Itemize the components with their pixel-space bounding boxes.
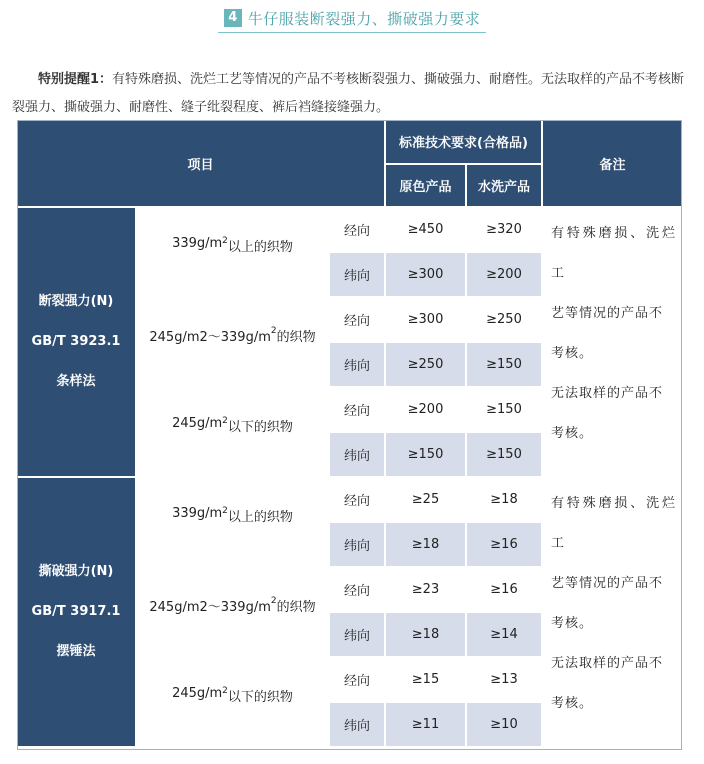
section-heading-inner bbox=[218, 8, 487, 33]
washed-value-cell: ≥320 bbox=[467, 208, 541, 251]
fabric-weight-suffix: 的织物 bbox=[276, 600, 316, 615]
direction-cell: 经向 bbox=[330, 658, 384, 701]
direction-cell: 纬向 bbox=[330, 253, 384, 296]
washed-value-cell: ≥150 bbox=[467, 388, 541, 431]
washed-value-cell: ≥200 bbox=[467, 253, 541, 296]
direction-cell: 纬向 bbox=[330, 433, 384, 476]
section-heading bbox=[0, 8, 704, 32]
remark-line: 考核。 bbox=[551, 346, 594, 361]
remark-text bbox=[551, 374, 663, 454]
fabric-weight bbox=[137, 568, 328, 656]
direction-cell: 经向 bbox=[330, 298, 384, 341]
section-name: 撕破强力(N) bbox=[38, 564, 114, 579]
remark-line: 考核。 bbox=[551, 616, 594, 631]
fabric-weight-exponent: 2 bbox=[270, 326, 277, 336]
fabric-weight-suffix: 以下的织物 bbox=[227, 690, 293, 705]
remark-line: 无法取样的产品不 bbox=[551, 656, 664, 671]
remark-line: 艺等情况的产品不 bbox=[551, 576, 664, 591]
original-value-cell: ≥450 bbox=[386, 208, 465, 251]
original-value-cell: ≥23 bbox=[386, 568, 465, 611]
fabric-weight bbox=[137, 208, 328, 296]
remark-line: 考核。 bbox=[551, 696, 594, 711]
original-value-cell: ≥18 bbox=[386, 613, 465, 656]
fabric-weight-text: 245g/m bbox=[172, 686, 223, 701]
fabric-weight bbox=[137, 388, 328, 476]
washed-value-cell: ≥150 bbox=[467, 343, 541, 386]
remark-line: 有特殊磨损、洗烂工 bbox=[551, 496, 676, 551]
section-standard: GB/T 3923.1 bbox=[31, 334, 121, 349]
remark-text bbox=[551, 484, 676, 644]
remark-cell-special-wear bbox=[543, 208, 682, 386]
note-lead: 特别提醒1： bbox=[38, 72, 113, 87]
fabric-weight-exponent: 2 bbox=[270, 596, 277, 606]
requirements-table bbox=[17, 120, 682, 750]
fabric-weight-exponent: 2 bbox=[222, 416, 228, 426]
direction-cell: 经向 bbox=[330, 478, 384, 521]
section-standard: GB/T 3917.1 bbox=[31, 604, 121, 619]
fabric-weight-suffix: 的织物 bbox=[276, 330, 316, 345]
washed-value-cell: ≥10 bbox=[467, 703, 541, 746]
header-standard: 标准技术要求(合格品) bbox=[386, 120, 541, 163]
original-value-cell: ≥300 bbox=[386, 253, 465, 296]
washed-value-cell: ≥18 bbox=[467, 478, 541, 521]
washed-value-cell: ≥150 bbox=[467, 433, 541, 476]
header-original: 原色产品 bbox=[386, 165, 465, 206]
original-value-cell: ≥200 bbox=[386, 388, 465, 431]
fabric-weight-text: 339g/m bbox=[172, 506, 223, 521]
special-note bbox=[12, 66, 692, 122]
remark-line: 考核。 bbox=[551, 426, 594, 441]
remark-cell-special-wear bbox=[543, 478, 682, 656]
original-value-cell: ≥25 bbox=[386, 478, 465, 521]
header-item: 项目 bbox=[17, 120, 384, 206]
section-label bbox=[17, 478, 135, 746]
original-value-cell: ≥150 bbox=[386, 433, 465, 476]
header-remark: 备注 bbox=[543, 120, 682, 206]
section-label bbox=[17, 208, 135, 476]
direction-cell: 经向 bbox=[330, 208, 384, 251]
direction-cell: 纬向 bbox=[330, 523, 384, 566]
fabric-weight-exponent: 2 bbox=[222, 506, 228, 516]
remark-line: 有特殊磨损、洗烂工 bbox=[551, 226, 676, 281]
fabric-weight-exponent: 2 bbox=[222, 686, 228, 696]
fabric-weight-suffix: 以上的织物 bbox=[227, 240, 293, 255]
original-value-cell: ≥11 bbox=[386, 703, 465, 746]
fabric-weight-text: 245g/m bbox=[172, 416, 223, 431]
washed-value-cell: ≥16 bbox=[467, 568, 541, 611]
washed-value-cell: ≥14 bbox=[467, 613, 541, 656]
fabric-weight-text: 245g/m2～339g/m bbox=[149, 600, 271, 615]
washed-value-cell: ≥250 bbox=[467, 298, 541, 341]
direction-cell: 经向 bbox=[330, 388, 384, 431]
direction-cell: 经向 bbox=[330, 568, 384, 611]
original-value-cell: ≥18 bbox=[386, 523, 465, 566]
section-method: 摆锤法 bbox=[56, 644, 96, 659]
direction-cell: 纬向 bbox=[330, 613, 384, 656]
section-method: 条样法 bbox=[56, 374, 96, 389]
fabric-weight-text: 245g/m2～339g/m bbox=[149, 330, 271, 345]
section-title: 牛仔服装断裂强力、撕破强力要求 bbox=[247, 9, 481, 28]
remark-line: 艺等情况的产品不 bbox=[551, 306, 664, 321]
fabric-weight-suffix: 以下的织物 bbox=[227, 420, 293, 435]
fabric-weight bbox=[137, 298, 328, 386]
remark-text bbox=[551, 214, 676, 374]
fabric-weight-suffix: 以上的织物 bbox=[227, 510, 293, 525]
fabric-weight bbox=[137, 658, 328, 746]
direction-cell: 纬向 bbox=[330, 703, 384, 746]
washed-value-cell: ≥16 bbox=[467, 523, 541, 566]
fabric-weight-text: 339g/m bbox=[172, 236, 223, 251]
section-number-badge: 4 bbox=[224, 9, 242, 27]
original-value-cell: ≥300 bbox=[386, 298, 465, 341]
remark-cell-no-sample bbox=[543, 384, 682, 476]
remark-cell-no-sample bbox=[543, 654, 682, 746]
header-washed: 水洗产品 bbox=[467, 165, 541, 206]
note-text: 有特殊磨损、洗烂工艺等情况的产品不考核断裂强力、撕破强力、耐磨性。无法取样的产品不考核断裂强力、撕破强力、耐磨性、缝子纰裂程度、裤后裆缝接缝强力。 bbox=[12, 72, 685, 115]
original-value-cell: ≥250 bbox=[386, 343, 465, 386]
remark-text bbox=[551, 644, 663, 724]
original-value-cell: ≥15 bbox=[386, 658, 465, 701]
section-name: 断裂强力(N) bbox=[38, 294, 114, 309]
fabric-weight bbox=[137, 478, 328, 566]
washed-value-cell: ≥13 bbox=[467, 658, 541, 701]
direction-cell: 纬向 bbox=[330, 343, 384, 386]
remark-line: 无法取样的产品不 bbox=[551, 386, 664, 401]
fabric-weight-exponent: 2 bbox=[222, 236, 228, 246]
